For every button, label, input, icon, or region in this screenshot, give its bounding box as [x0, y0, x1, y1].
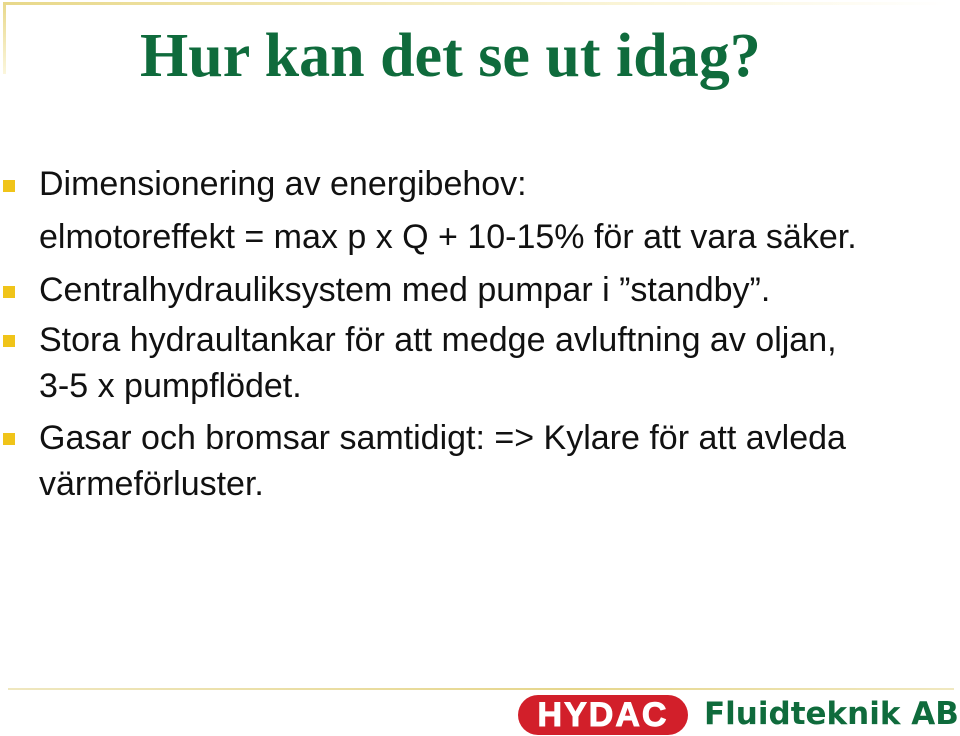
hydac-logo [518, 695, 688, 735]
bullet-line: Gasar och bromsar samtidigt: => Kylare för att avleda [39, 419, 846, 457]
bullet-line: värmeförluster. [39, 465, 264, 503]
square-bullet-icon [3, 335, 15, 347]
square-bullet-icon [3, 286, 15, 298]
bullet-item-central-hydraulics [0, 264, 960, 317]
bullet-line: Stora hydraultankar för att medge avluftning av oljan, [39, 321, 837, 359]
company-name: Fluidteknik AB [704, 696, 959, 732]
corner-decoration-horizontal [3, 2, 949, 5]
bullet-item-cooling [0, 415, 960, 507]
square-bullet-icon [3, 180, 15, 192]
bullet-list [0, 158, 960, 507]
bullet-line: 3-5 x pumpflödet. [39, 367, 302, 405]
bullet-item-energy [0, 158, 960, 264]
footer-divider [8, 688, 954, 690]
bullet-line: Centralhydrauliksystem med pumpar i ”standby”. [39, 271, 771, 309]
corner-decoration-vertical [3, 2, 6, 74]
bullet-line: elmotoreffekt = max p x Q + 10-15% för att vara säker. [39, 218, 857, 256]
slide-title: Hur kan det se ut idag? [140, 22, 761, 90]
logo-text: HYDAC [537, 695, 669, 734]
bullet-item-tanks [0, 317, 960, 409]
square-bullet-icon [3, 433, 15, 445]
bullet-line: Dimensionering av energibehov: [39, 165, 527, 203]
